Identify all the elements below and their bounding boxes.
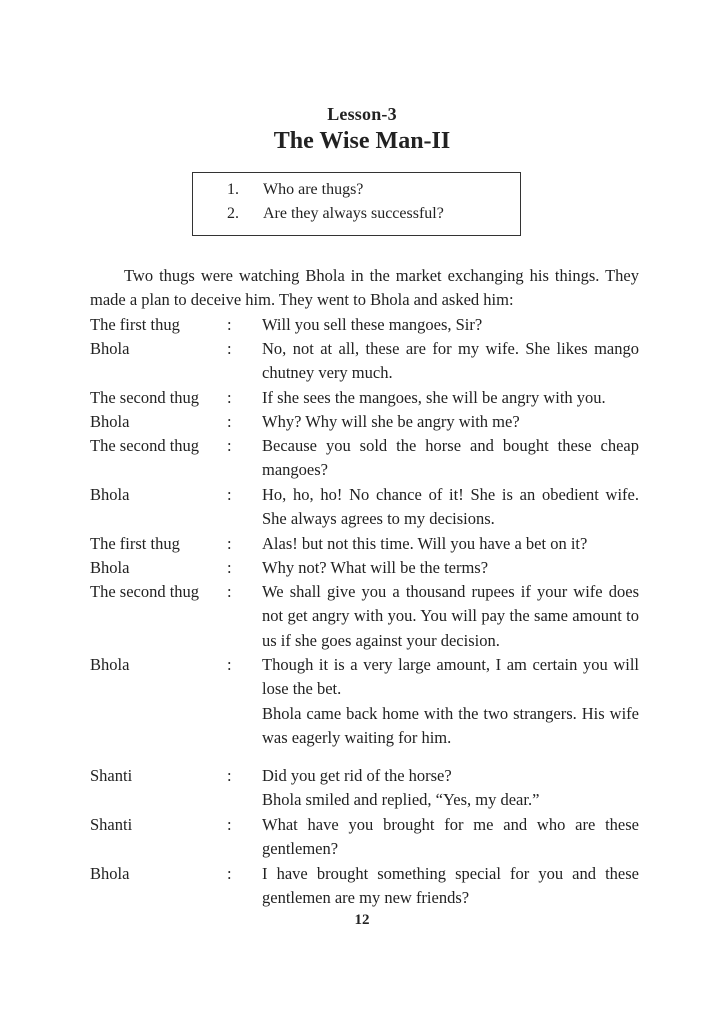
- speaker-name: The first thug: [90, 534, 180, 553]
- speech-line: Why not? What will be the terms?: [262, 558, 489, 577]
- questions-box: [192, 172, 521, 236]
- speaker-name: The second thug: [90, 436, 200, 455]
- question-text: Are they always successful?: [263, 205, 444, 222]
- speech-line: Alas! but not this time. Will you have a bet on it?: [262, 534, 588, 553]
- speech-text: [262, 556, 639, 580]
- narration-line: Bhola came back home with the two strangers. His wife was eagerly waiting for him.: [262, 703, 639, 748]
- lesson-title: The Wise Man-II: [273, 128, 451, 154]
- speech-line: Though it is a very large amount, I am certain you will lose the bet.: [262, 655, 639, 699]
- speaker-name: Bhola: [90, 558, 130, 577]
- narration-line: Bhola smiled and replied, “Yes, my dear.”: [262, 790, 540, 810]
- speech-line: I have brought something special for you and these gentlemen are my new friends?: [262, 864, 639, 908]
- speech-text: [262, 580, 639, 653]
- speaker-separator: :: [227, 436, 232, 455]
- page-number: 12: [354, 912, 370, 928]
- speech-line: We shall give you a thousand rupees if your wife does not get angry with you. You will pay the same amount to us if she goes against your decision.: [262, 582, 639, 650]
- speech-line: Did you get rid of the horse?: [262, 766, 452, 785]
- speech-text: [262, 764, 639, 813]
- speech-line: What have you brought for me and who are these gentlemen?: [262, 815, 639, 859]
- speaker-separator: :: [227, 485, 232, 504]
- speaker-separator: :: [227, 655, 232, 674]
- speaker-name: Bhola: [90, 339, 130, 358]
- speech-text: [262, 813, 639, 862]
- intro-text: Two thugs were watching Bhola in the market exchanging his things. They made a plan to deceive him. They went to Bhola and asked him:: [90, 266, 639, 310]
- speech-line: If she sees the mangoes, she will be angry with you.: [262, 388, 606, 407]
- intro-paragraph: [90, 264, 639, 313]
- speech-text: [262, 483, 639, 532]
- speech-text: [262, 337, 639, 386]
- speech-line: No, not at all, these are for my wife. She likes mango chutney very much.: [262, 339, 639, 383]
- speaker-name: Bhola: [90, 485, 130, 504]
- speaker-separator: :: [227, 339, 232, 358]
- speaker-name: The first thug: [90, 315, 180, 334]
- speaker-separator: :: [227, 864, 232, 883]
- speaker-separator: :: [227, 766, 232, 785]
- speech-text: [262, 434, 639, 483]
- lesson-label: Lesson-3: [327, 104, 397, 124]
- speaker-separator: :: [227, 558, 232, 577]
- speech-line: Because you sold the horse and bought these cheap mangoes?: [262, 436, 639, 480]
- speaker-separator: :: [227, 412, 232, 431]
- question-item: [193, 202, 520, 226]
- speaker-name: The second thug: [90, 582, 200, 601]
- question-text: Who are thugs?: [263, 181, 364, 198]
- speaker-separator: :: [227, 315, 232, 334]
- speech-line: Will you sell these mangoes, Sir?: [262, 315, 483, 334]
- speaker-separator: :: [227, 534, 232, 553]
- speech-text: [262, 410, 639, 434]
- question-number: 2.: [227, 205, 239, 222]
- speaker-name: Bhola: [90, 864, 130, 883]
- speaker-separator: :: [227, 815, 232, 834]
- speech-text: [262, 653, 639, 751]
- speech-text: [262, 313, 639, 337]
- speaker-name: Shanti: [90, 815, 133, 834]
- speech-line: Why? Why will she be angry with me?: [262, 412, 520, 431]
- speech-text: [262, 862, 639, 911]
- speaker-name: Bhola: [90, 412, 130, 431]
- speaker-name: The second thug: [90, 388, 200, 407]
- speaker-separator: :: [227, 388, 232, 407]
- question-item: [193, 178, 520, 202]
- speech-text: [262, 386, 639, 410]
- speech-line: Ho, ho, ho! No chance of it! She is an obedient wife. She always agrees to my decisions.: [262, 485, 639, 529]
- speaker-separator: :: [227, 582, 232, 601]
- speaker-name: Bhola: [90, 655, 130, 674]
- speech-text: [262, 532, 639, 556]
- speaker-name: Shanti: [90, 766, 133, 785]
- question-number: 1.: [227, 181, 239, 198]
